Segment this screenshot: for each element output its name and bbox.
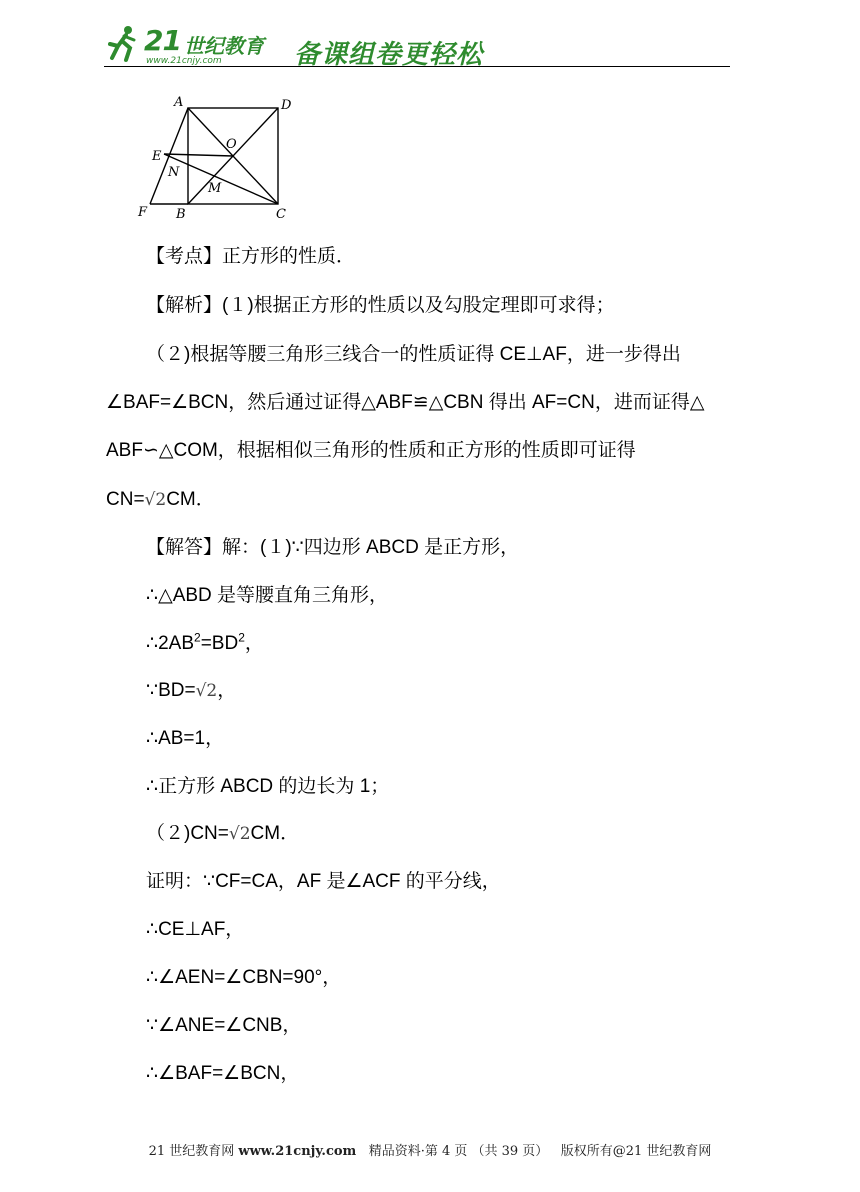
- label-m: M: [208, 181, 222, 196]
- solution-line-1: 【解答】解：(１)∵四边形 ABCD 是正方形，: [146, 537, 520, 558]
- label-f: F: [138, 205, 148, 220]
- runner-logo-icon: [104, 24, 144, 64]
- sqrt-two: √2: [228, 824, 251, 844]
- superscript-2: 2: [238, 630, 245, 645]
- superscript-2: 2: [194, 630, 201, 645]
- proof-line-2: ∴CE⊥AF，: [146, 919, 245, 940]
- analysis-line-5: [106, 488, 215, 512]
- label-d: D: [281, 98, 292, 113]
- label-o: O: [226, 137, 237, 152]
- solution-line-7-b: CM．: [250, 823, 300, 844]
- solution-line-4: [146, 679, 236, 703]
- proof-line-5: ∴∠BAF=∠BCN，: [146, 1063, 300, 1084]
- label-c: C: [276, 207, 286, 222]
- logo-url: www.21cnjy.com: [146, 56, 222, 66]
- analysis-line-4: ABF∽△COM，根据相似三角形的性质和正方形的性质即可证得: [106, 440, 636, 461]
- solution-line-3-c: ，: [244, 633, 264, 654]
- logo-number: 21: [144, 24, 181, 57]
- logo-text: 世纪教育: [184, 34, 264, 58]
- segment-eo: [164, 154, 233, 156]
- footer-prefix: 21 世纪教育网: [148, 1144, 235, 1159]
- header-slogan: 备课组卷更轻松: [294, 40, 484, 70]
- key-point-line: 【考点】正方形的性质．: [146, 246, 356, 267]
- analysis-line-3: ∠BAF=∠BCN，然后通过证得△ABF≌△CBN 得出 AF=CN，进而证得△: [106, 392, 705, 413]
- analysis-line-5-b: CM．: [166, 489, 215, 510]
- solution-line-4-b: ，: [217, 680, 237, 701]
- label-a: A: [174, 95, 184, 110]
- analysis-line-2: （２)根据等腰三角形三线合一的性质证得 CE⊥AF，进一步得出: [146, 344, 681, 365]
- footer-site-link[interactable]: www.21cnjy.com: [238, 1144, 357, 1159]
- solution-line-7: [146, 822, 299, 846]
- label-n: N: [168, 165, 180, 180]
- proof-line-4: ∵∠ANE=∠CNB，: [146, 1015, 302, 1036]
- solution-line-3-a: ∴2AB: [146, 633, 195, 654]
- proof-line-3: ∴∠AEN=∠CBN=90°，: [146, 967, 342, 988]
- header-divider: [104, 66, 730, 67]
- solution-line-4-a: ∵BD=: [146, 680, 196, 701]
- solution-line-3: [146, 632, 264, 656]
- label-b: B: [176, 207, 186, 222]
- solution-line-5: ∴AB=1，: [146, 728, 225, 749]
- proof-line-1: 证明：∵CF=CA，AF 是∠ACF 的平分线，: [146, 871, 501, 892]
- footer-page-info: 精品资料·第 4 页 （共 39 页）: [368, 1144, 549, 1159]
- sqrt-two: √2: [195, 681, 218, 701]
- analysis-line-1: 【解析】(１)根据正方形的性质以及勾股定理即可求得；: [146, 295, 615, 316]
- page-footer: [0, 1140, 860, 1159]
- sqrt-two: √2: [144, 490, 167, 510]
- solution-line-3-b: =BD: [200, 633, 239, 654]
- solution-line-2: ∴△ABD 是等腰直角三角形，: [146, 585, 389, 606]
- label-e: E: [152, 149, 162, 164]
- solution-line-6: ∴正方形 ABCD 的边长为 1；: [146, 776, 390, 797]
- solution-line-7-a: （２)CN=: [146, 823, 229, 844]
- footer-copyright: 版权所有@21 世纪教育网: [560, 1144, 712, 1159]
- geometry-figure: [134, 94, 304, 222]
- segment-ec: [164, 154, 278, 204]
- page-header: [104, 20, 730, 70]
- analysis-line-5-a: CN=: [106, 489, 145, 510]
